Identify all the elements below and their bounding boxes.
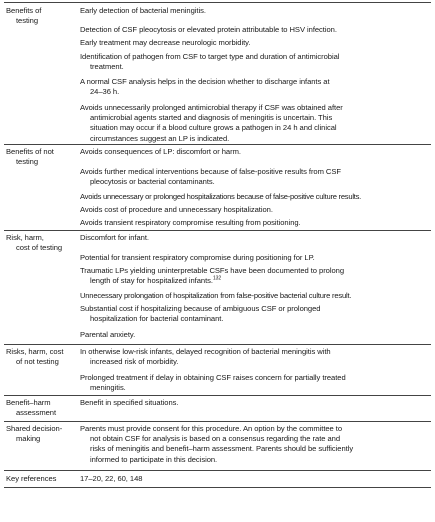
row-divider (4, 344, 431, 345)
row-content (80, 347, 431, 393)
list-item: Parents must provide consent for this procedure. An option by the committee to not obtain CSF for analysis is based on a consensus regarding the rate and risks of meningitis and benefit–harm assessment. Parents should be sufficiently informed to participate in this decision. (80, 424, 354, 464)
row-content (80, 233, 431, 339)
list-item: Avoids further medical interventions because of false-positive results from CSF pleocytosis or bacterial contaminants. (80, 167, 341, 187)
row-content (80, 474, 431, 484)
row-content (80, 424, 431, 464)
list-item: Identification of pathogen from CSF to target type and duration of antimicrobial treatment. (80, 52, 340, 72)
list-item: Avoids transient respiratory compromise resulting from positioning. (80, 218, 301, 227)
row-shared-decision-making (4, 424, 431, 464)
list-item: Prolonged treatment if delay in obtaining CSF raises concern for partially treated meningitis. (80, 373, 346, 393)
row-label: Benefits of testing (6, 6, 42, 26)
row-divider (4, 395, 431, 396)
list-item: Detection of CSF pleocytosis or elevated protein attributable to HSV infection. (80, 25, 337, 34)
list-item: Traumatic LPs yielding uninterpretable CSFs have been documented to prolong length of stay for hospitalized infants.$^{132}$ (80, 266, 345, 286)
list-item: Early detection of bacterial meningitis. (80, 6, 206, 15)
footnote-ref: 132 (212, 275, 222, 282)
row-label: Shared decision- making (6, 424, 63, 444)
list-item: Potential for transient respiratory compromise during positioning for LP. (80, 253, 315, 262)
list-item: Discomfort for infant. (80, 233, 149, 242)
list-item: Avoids unnecessary or prolonged hospitalizations because of false-positive culture results. (80, 192, 362, 201)
list-item: Benefit in specified situations. (80, 398, 179, 407)
row-divider (4, 230, 431, 231)
row-label: Risk, harm, cost of testing (6, 233, 63, 253)
row-benefits-of-not-testing (4, 147, 431, 227)
table-bottom-rule (4, 487, 431, 488)
row-divider (4, 144, 431, 145)
list-item: Parental anxiety. (80, 330, 136, 339)
table-top-rule (4, 2, 431, 3)
row-content (80, 398, 431, 418)
row-divider (4, 470, 431, 471)
list-item: Unnecessary prolongation of hospitalization from false-positive bacterial culture result. (80, 291, 352, 300)
row-benefit-harm-assessment (4, 398, 431, 418)
row-content (80, 6, 431, 143)
row-divider (4, 421, 431, 422)
list-item: Substantial cost if hospitalizing because of ambiguous CSF or prolonged hospitalization for bacterial contaminant. (80, 304, 321, 324)
row-label: Risks, harm, cost of not testing (6, 347, 64, 367)
list-item: Avoids cost of procedure and unnecessary hospitalization. (80, 205, 273, 214)
row-key-references (4, 474, 431, 484)
row-risk-harm-cost-of-testing (4, 233, 431, 339)
row-label: Benefit–harm assessment (6, 398, 57, 418)
row-content (80, 147, 431, 227)
row-benefits-of-testing (4, 6, 431, 143)
list-item: A normal CSF analysis helps in the decision whether to discharge infants at 24–36 h. (80, 77, 330, 97)
list-item: Early treatment may decrease neurologic morbidity. (80, 38, 251, 47)
row-risks-harm-cost-of-not-testing (4, 347, 431, 393)
row-label: Benefits of not testing (6, 147, 54, 167)
list-item: 17–20, 22, 60, 148 (80, 474, 143, 483)
row-label: Key references (6, 474, 57, 483)
list-item: In otherwise low-risk infants, delayed recognition of bacterial meningitis with increased risk of morbidity. (80, 347, 331, 367)
list-item: Avoids unnecessarily prolonged antimicrobial therapy if CSF was obtained after antimicrobial agents started and diagnosis of meningitis is uncertain. This situation may occur if a blood culture grows a pathogen in 24 h and clinical circumstances suggest an LP is indicated. (80, 103, 343, 143)
list-item: Avoids consequences of LP: discomfort or harm. (80, 147, 241, 156)
